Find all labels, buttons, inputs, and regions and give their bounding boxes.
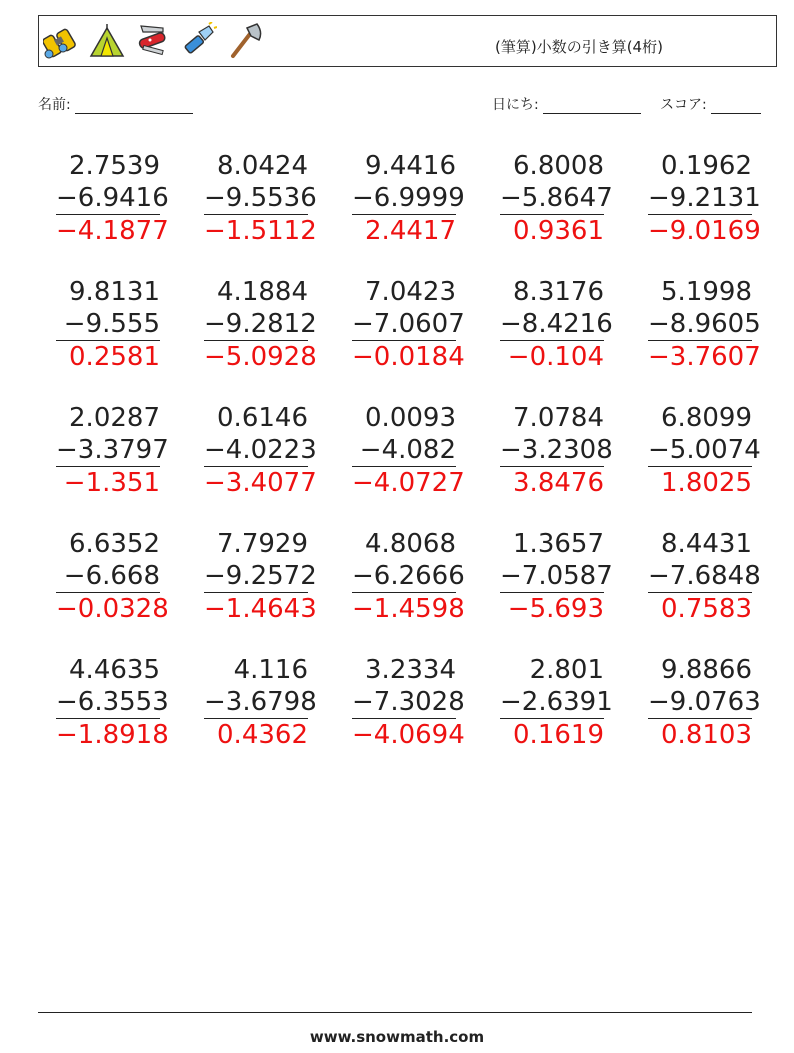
- answer: −5.0928: [204, 342, 317, 372]
- answer: −1.4598: [352, 594, 465, 624]
- problem-8: [352, 276, 465, 373]
- footer-site: www.snowmath.com: [309, 1028, 485, 1046]
- minuend: 2.0287: [69, 403, 160, 433]
- problem-2: [204, 150, 317, 247]
- minuend: 4.4635: [69, 655, 160, 685]
- subtrahend: −7.6848: [648, 561, 761, 591]
- subtrahend: −7.0607: [352, 309, 465, 339]
- problem-20: [648, 528, 761, 625]
- date-field: [492, 94, 641, 114]
- answer: 2.4417: [365, 216, 456, 246]
- subtrahend: −6.3553: [56, 687, 169, 717]
- answer: −1.5112: [204, 216, 317, 246]
- answer: 3.8476: [513, 468, 604, 498]
- minuend: 1.3657: [513, 529, 604, 559]
- score-label: スコア:: [660, 97, 707, 113]
- answer: −0.104: [507, 342, 604, 372]
- minuend: 7.0423: [365, 277, 456, 307]
- answer: −1.4643: [204, 594, 317, 624]
- answer: 0.2581: [69, 342, 160, 372]
- answer: 0.4362: [217, 720, 308, 750]
- minuend: 5.1998: [661, 277, 752, 307]
- worksheet-title: (筆算)小数の引き算(4桁): [495, 38, 663, 56]
- minuend: 6.6352: [69, 529, 160, 559]
- name-blank[interactable]: [75, 99, 193, 114]
- answer: −1.351: [63, 468, 160, 498]
- date-blank[interactable]: [543, 99, 641, 114]
- minuend: 6.8099: [661, 403, 752, 433]
- footer-rule: [38, 1012, 752, 1013]
- answer: 0.1619: [513, 720, 604, 750]
- answer: −4.0727: [352, 468, 465, 498]
- subtrahend: −9.2131: [648, 183, 761, 213]
- subtrahend: −6.9416: [56, 183, 169, 213]
- answer: −0.0328: [56, 594, 169, 624]
- tent-icon: [89, 22, 125, 60]
- subtrahend: −2.6391: [500, 687, 613, 717]
- subtrahend: −9.5536: [204, 183, 317, 213]
- minuend: 8.0424: [217, 151, 308, 181]
- problem-24: [500, 654, 613, 751]
- name-field: [38, 94, 193, 114]
- problem-15: [648, 402, 761, 499]
- pocket-knife-icon: [135, 22, 171, 60]
- subtrahend: −5.8647: [500, 183, 613, 213]
- problem-14: [500, 402, 613, 499]
- minuend: 0.6146: [217, 403, 308, 433]
- answer: −5.693: [507, 594, 604, 624]
- problem-13: [352, 402, 465, 499]
- answer: 0.8103: [661, 720, 752, 750]
- subtrahend: −6.2666: [352, 561, 465, 591]
- minuend: 9.8131: [69, 277, 160, 307]
- minuend: 3.2334: [365, 655, 456, 685]
- subtrahend: −9.2812: [204, 309, 317, 339]
- minuend: 9.8866: [661, 655, 752, 685]
- problem-6: [56, 276, 160, 373]
- problem-17: [204, 528, 317, 625]
- subtrahend: −3.6798: [204, 687, 317, 717]
- minuend: 4.116: [233, 655, 308, 685]
- subtrahend: −9.2572: [204, 561, 317, 591]
- minuend: 9.4416: [365, 151, 456, 181]
- subtrahend: −9.555: [56, 308, 160, 341]
- problem-21: [56, 654, 169, 751]
- answer: −9.0169: [648, 216, 761, 246]
- minuend: 6.8008: [513, 151, 604, 181]
- problem-1: [56, 150, 169, 247]
- date-label: 日にち:: [492, 97, 539, 113]
- name-label: 名前:: [38, 97, 71, 113]
- subtrahend: −6.9999: [352, 183, 465, 213]
- answer: −4.0694: [352, 720, 465, 750]
- problem-23: [352, 654, 465, 751]
- problem-11: [56, 402, 169, 499]
- minuend: 2.801: [529, 655, 604, 685]
- problem-25: [648, 654, 761, 751]
- subtrahend: −3.3797: [56, 435, 169, 465]
- problem-10: [648, 276, 761, 373]
- header-box: [38, 15, 777, 67]
- flashlight-icon: [181, 22, 217, 60]
- subtrahend: −9.0763: [648, 687, 761, 717]
- minuend: 0.0093: [365, 403, 456, 433]
- problem-4: [500, 150, 613, 247]
- subtrahend: −3.2308: [500, 435, 613, 465]
- problem-19: [500, 528, 613, 625]
- minuend: 8.4431: [661, 529, 752, 559]
- minuend: 4.8068: [365, 529, 456, 559]
- subtrahend: −8.9605: [648, 309, 761, 339]
- subtrahend: −6.668: [56, 560, 160, 593]
- subtrahend: −7.0587: [500, 561, 613, 591]
- problem-9: [500, 276, 613, 373]
- problem-18: [352, 528, 465, 625]
- answer: −0.0184: [352, 342, 465, 372]
- subtrahend: −7.3028: [352, 687, 465, 717]
- problem-5: [648, 150, 761, 247]
- problem-3: [352, 150, 465, 247]
- minuend: 0.1962: [661, 151, 752, 181]
- score-blank[interactable]: [711, 99, 761, 114]
- minuend: 2.7539: [69, 151, 160, 181]
- answer: 0.9361: [513, 216, 604, 246]
- minuend: 7.7929: [217, 529, 308, 559]
- problem-22: [204, 654, 317, 751]
- subtrahend: −4.082: [352, 434, 456, 467]
- problem-16: [56, 528, 169, 625]
- minuend: 8.3176: [513, 277, 604, 307]
- answer: 1.8025: [661, 468, 752, 498]
- answer: −3.4077: [204, 468, 317, 498]
- subtrahend: −4.0223: [204, 435, 317, 465]
- problem-12: [204, 402, 317, 499]
- answer: 0.7583: [661, 594, 752, 624]
- minuend: 4.1884: [217, 277, 308, 307]
- subtrahend: −5.0074: [648, 435, 761, 465]
- problem-7: [204, 276, 317, 373]
- answer: −4.1877: [56, 216, 169, 246]
- subtrahend: −8.4216: [500, 309, 613, 339]
- score-field: [660, 94, 761, 114]
- binoculars-icon: [43, 22, 79, 60]
- answer: −3.7607: [648, 342, 761, 372]
- answer: −1.8918: [56, 720, 169, 750]
- minuend: 7.0784: [513, 403, 604, 433]
- axe-icon: [227, 22, 263, 60]
